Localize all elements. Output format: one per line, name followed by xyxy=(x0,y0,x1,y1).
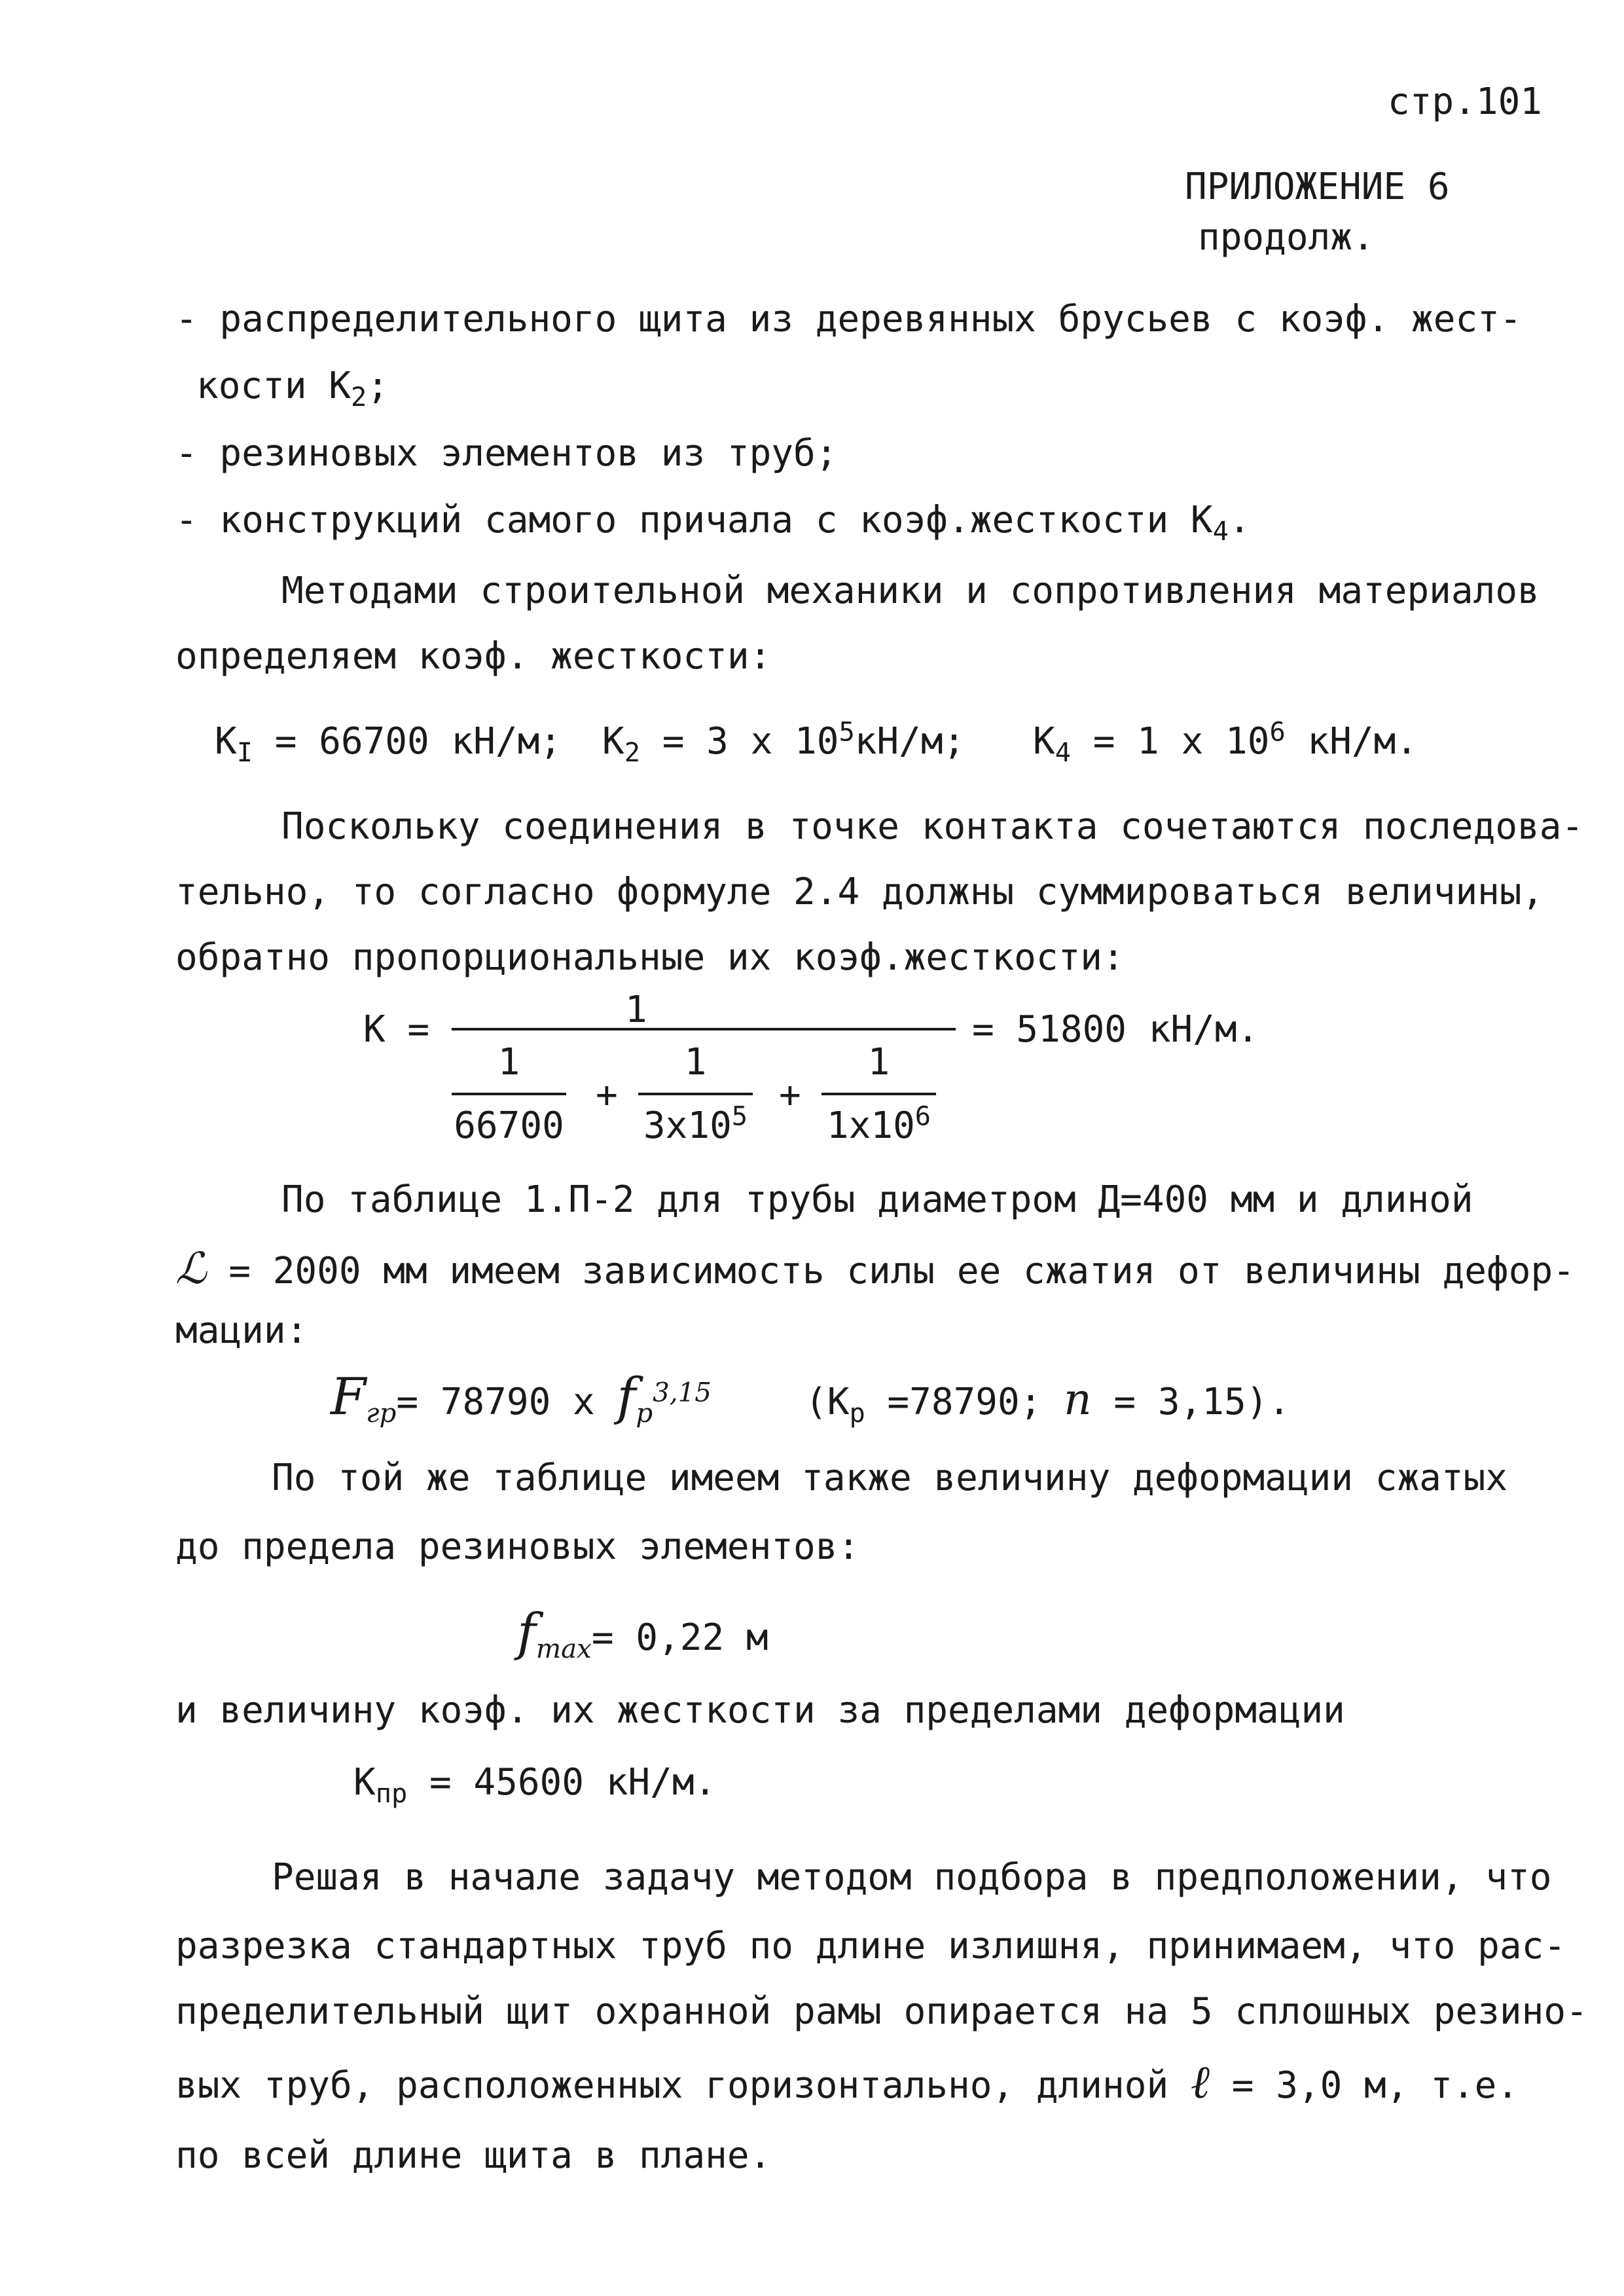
formula-k-plus-1: + xyxy=(596,1074,618,1116)
formula-k-lhs: К = xyxy=(363,1008,430,1051)
formula-k-fraction-2: $\frac{1}{3x10^5}$ xyxy=(638,1041,753,1147)
paragraph-methods-line-1: Методами строительной механики и сопротивления материалов xyxy=(281,570,1540,612)
paragraph-connection-line-3: обратно пропорциональные их коэф.жесткости: xyxy=(175,936,1125,979)
coefficient-k2: $К_2 = 3$ x $10^5кН/м$; xyxy=(602,716,965,769)
paragraph-solution-line-1: Решая в начале задачу методом подбора в предположении, что xyxy=(272,1856,1552,1899)
paragraph-table-line-1: По таблице 1.П-2 для трубы диаметром Д=400 мм и длиной xyxy=(281,1178,1473,1221)
paragraph-connection-line-2: тельно, то согласно формуле 2.4 должны суммироваться величины, xyxy=(175,871,1544,913)
list-item-1: - распределительного щита из деревянных брусьев с коэф. жест- xyxy=(175,298,1522,340)
list-item-3: - конструкций самого причала с коэф.жесткости $К_4$. xyxy=(175,499,1251,547)
appendix-title: ПРИЛОЖЕНИЕ 6 xyxy=(1185,166,1450,208)
formula-fmax: $f_{max}= 0,22$ м xyxy=(517,1603,768,1665)
formula-k-fraction-3: $\frac{1}{1x10^6}$ xyxy=(821,1041,936,1147)
paragraph-solution-line-3: пределительный щит охранной рамы опирается на 5 сплошных резино- xyxy=(175,1990,1588,2033)
list-item-1-cont: кости $К_2$; xyxy=(196,365,389,413)
formula-kpr: $К_{пр} = 45600$ кН/м. xyxy=(353,1761,717,1810)
formula-force-params: ($К_р =78790$; n = 3,15). xyxy=(805,1374,1291,1429)
formula-k-fraction-1: $\frac{1}{66700}$ xyxy=(452,1041,566,1147)
appendix-continued: продолж. xyxy=(1198,216,1375,259)
formula-force: $F_{гр}= 78790$ x $f_р^{3,15}$ xyxy=(331,1368,712,1429)
paragraph-table-line-2: ℒ = 2000 мм имеем зависимость силы ее сжатия от величины дефор- xyxy=(175,1243,1575,1294)
paragraph-table-line-3: мации: xyxy=(175,1309,308,1352)
paragraph-solution-line-2: разрезка стандартных труб по длине излишня, принимаем, что рас- xyxy=(175,1925,1566,1967)
paragraph-deformation-line-1: По той же таблице имеем также величину деформации сжатых xyxy=(272,1457,1508,1499)
coefficient-k1: $К_I = 66700$ кН/м; xyxy=(215,720,562,769)
paragraph-solution-line-5: по всей длине щита в плане. xyxy=(175,2134,772,2177)
paragraph-solution-line-4: вых труб, расположенных горизонтально, длиной ℓ = 3,0 м, т.е. xyxy=(175,2055,1519,2109)
coefficient-k4: $К_4 = 1$ x $10^6$ кН/м. xyxy=(1033,716,1418,769)
list-item-2: - резиновых элементов из труб; xyxy=(175,432,838,475)
paragraph-stiffness-line-1: и величину коэф. их жесткости за пределами деформации xyxy=(175,1689,1345,1732)
formula-k-numerator: 1 xyxy=(625,989,647,1031)
paragraph-deformation-line-2: до предела резиновых элементов: xyxy=(175,1525,860,1568)
formula-k-main-bar xyxy=(452,1028,956,1030)
paragraph-methods-line-2: определяем коэф. жесткости: xyxy=(175,635,772,678)
paragraph-connection-line-1: Поскольку соединения в точке контакта сочетаются последова- xyxy=(281,805,1584,848)
page-number: стр.101 xyxy=(1388,81,1543,123)
formula-k-plus-2: + xyxy=(779,1074,801,1116)
formula-k-result: = 51800 кН/м. xyxy=(972,1008,1259,1051)
